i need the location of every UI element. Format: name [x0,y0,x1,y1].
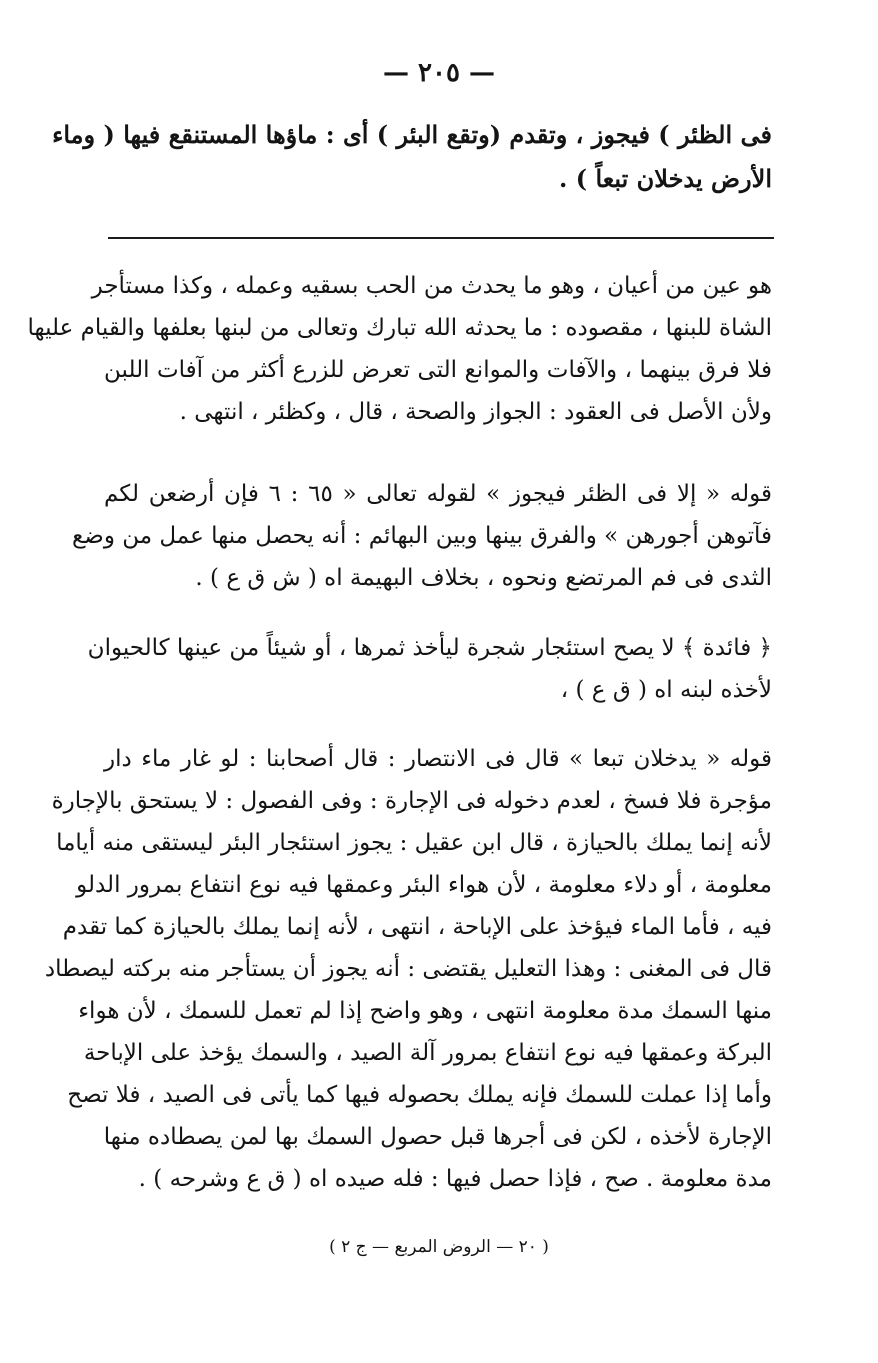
commentary-line: لأخذه لبنه اه ( ق ع ) ، [560,677,772,703]
printer-signature: ( ٢٠ — الروض المربع — ج ٢ ) [329,1237,549,1257]
commentary-paragraph-3 [87,627,772,711]
commentary-paragraph-4 [44,738,772,1200]
commentary-line: وأما إذا عملت للسمك فإنه يملك بحصوله فيها كما يأتى فى الصيد ، فلا تصح [67,1082,772,1108]
commentary-paragraph-1 [27,265,772,433]
page-number: — ٢٠٥ — [382,58,496,88]
commentary-line: لأنه إنما يملك بالحيازة ، قال ابن عقيل : يجوز استئجار البئر ليستقى منه أياما [56,830,772,856]
commentary-line: قوله « إلا فى الظئر فيجوز » لقوله تعالى « ٦٥ : ٦ فإن أرضعن لكم [104,481,772,507]
commentary-line: البركة وعمقها فيه نوع انتفاع بمرور آلة الصيد ، والسمك يؤخذ على الإباحة [83,1040,772,1066]
main-text-line: فى الظئر ) فيجوز ، وتقدم (وتقع البئر ) أى : ماؤها المستنقع فيها ( وماء [52,120,772,149]
commentary-line: ﴿ فائدة ﴾ لا يصح استئجار شجرة ليأخذ ثمرها ، أو شيئاً من عينها كالحيوان [87,635,772,661]
commentary-line: الثدى فى فم المرتضع ونحوه ، بخلاف البهيمة اه ( ش ق ع ) . [195,565,772,591]
commentary-line: هو عين من أعيان ، وهو ما يحدث من الحب بسقيه وعمله ، وكذا مستأجر [91,273,772,299]
commentary-line: مدة معلومة . صح ، فإذا حصل فيها : فله صيده اه ( ق ع وشرحه ) . [138,1166,772,1192]
commentary-line: الإجارة لأخذه ، لكن فى أجرها قبل حصول السمك بها لمن يصطاده منها [103,1124,772,1150]
footnote-divider [108,237,774,239]
commentary-paragraph-2 [72,473,772,599]
commentary-line: معلومة ، أو دلاء معلومة ، لأن هواء البئر وعمقها فيه نوع انتفاع بمرور الدلو [76,872,772,898]
commentary-line: فآتوهن أجورهن » والفرق بينها وبين البهائم : أنه يحصل منها عمل من وضع [72,523,772,549]
main-text [52,113,772,201]
commentary-line: ولأن الأصل فى العقود : الجواز والصحة ، قال ، وكظئر ، انتهى . [179,399,772,425]
commentary-line: فيه ، فأما الماء فيؤخذ على الإباحة ، انتهى ، لأنه إنما يملك بالحيازة كما تقدم [62,914,772,940]
commentary-line: مؤجرة فلا فسخ ، لعدم دخوله فى الإجارة : وفى الفصول : لا يستحق بالإجارة [51,788,772,814]
commentary-line: قوله « يدخلان تبعا » قال فى الانتصار : قال أصحابنا : لو غار ماء دار [104,746,772,772]
commentary-line: الشاة للبنها ، مقصوده : ما يحدثه الله تبارك وتعالى من لبنها بعلفها والقيام عليها [27,315,772,341]
commentary-line: قال فى المغنى : وهذا التعليل يقتضى : أنه يجوز أن يستأجر منه بركته ليصطاد [44,956,772,982]
main-text-line: الأرض يدخلان تبعاً ) . [559,164,772,193]
commentary-line: منها السمك مدة معلومة انتهى ، وهو واضح إذا لم تعمل للسمك ، لأن هواء [78,998,772,1024]
commentary-line: فلا فرق بينهما ، والآفات والموانع التى تعرض للزرع أكثر من آفات اللبن [104,357,772,383]
